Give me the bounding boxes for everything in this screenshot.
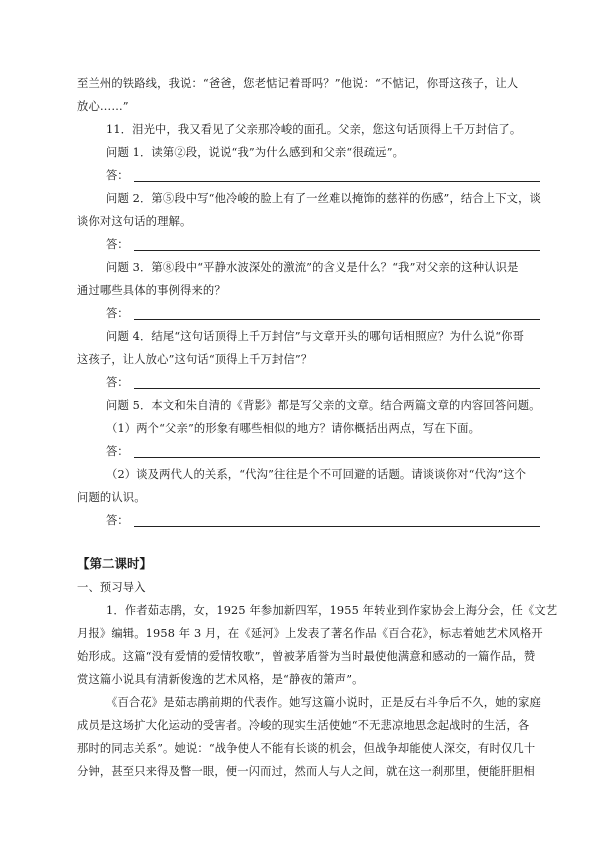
text-line: 分钟，甚至只来得及瞥一眼，便一闪而过，然而人与人之间，就在这一刹那里，便能肝胆相 — [77, 765, 535, 778]
text-line: 那时的同志关系”。她说：“战争使人不能有长谈的机会，但战争却能使人深交，有时仅几十 — [77, 742, 536, 755]
question-5-part-2-cont: 问题的认识。 — [77, 491, 146, 504]
text-line: 《百合花》是茹志鹃前期的代表作。她写这篇小说时，正是反右斗争后不久，她的家庭 — [106, 696, 541, 709]
answer-label: 答： — [106, 169, 129, 182]
text-line: 月报》编辑。1958 年 3 月，在《延河》上发表了著名作品《百合花》，标志着她艺术风格开 — [77, 627, 543, 640]
text-line: 放心……” — [77, 100, 129, 113]
text-line: 11．泪光中，我又看见了父亲那冷峻的面孔。父亲，您这句话顶得上千万封信了。 — [106, 123, 522, 136]
text-line: 1．作者茹志鹃，女，1925 年参加新四军，1955 年转业到作家协会上海分会，任《文艺 — [106, 604, 558, 617]
answer-rule — [134, 319, 540, 320]
section-title: 【第二课时】 — [77, 556, 153, 571]
question-3: 问题 3．第⑧段中“平静水波深处的激流”的含义是什么？“我”对父亲的这种认识是 — [106, 261, 519, 274]
text-line: 成员是这场扩大化运动的受害者。冷峻的现实生活使她“不无悲凉地思念起战时的生活，各 — [77, 719, 530, 732]
text-line: 至兰州的铁路线，我说：“爸爸，您老惦记着哥吗？”他说：“不惦记，你哥这孩子，让人 — [77, 77, 519, 90]
answer-label: 答： — [106, 376, 129, 389]
answer-label: 答： — [106, 307, 129, 320]
answer-label: 答： — [106, 238, 129, 251]
question-2: 问题 2．第⑤段中写“他冷峻的脸上有了一丝难以掩饰的慈祥的伤感”，结合上下文，谈 — [106, 192, 542, 205]
answer-line — [106, 513, 129, 529]
text-line: 始形成。这篇“没有爱情的爱情牧歌”，曾被茅盾誉为当时最使他满意和感动的一篇作品，赞 — [77, 650, 536, 663]
question-5-part-2: （2）谈及两代人的关系，“代沟”往往是个不可回避的话题。请谈谈你对“代沟”这个 — [106, 468, 527, 481]
question-5: 问题 5．本文和朱自清的《背影》都是写父亲的文章。结合两篇文章的内容回答问题。 — [106, 399, 541, 412]
answer-rule — [134, 181, 540, 182]
question-3-cont: 通过哪些具体的事例得来的？ — [77, 284, 226, 297]
answer-line — [106, 375, 129, 391]
question-5-part-1: （1）两个“父亲”的形象有哪些相似的地方？请你概括出两点，写在下面。 — [106, 422, 481, 435]
answer-line — [106, 306, 129, 322]
preview-title: 一、预习导入 — [77, 581, 146, 594]
answer-label: 答： — [106, 445, 129, 458]
question-2-cont: 谈你对这句话的理解。 — [77, 215, 192, 228]
answer-rule — [134, 250, 540, 251]
answer-rule — [134, 388, 540, 389]
question-4: 问题 4．结尾“这句话顶得上千万封信”与文章开头的哪句话相照应？为什么说“你哥 — [106, 330, 525, 343]
answer-rule — [134, 526, 540, 527]
answer-label: 答： — [106, 514, 129, 527]
answer-line — [106, 444, 129, 460]
answer-rule — [134, 457, 540, 458]
question-4-cont: 这孩子，让人放心”这句话“顶得上千万封信”？ — [77, 353, 313, 366]
answer-line — [106, 237, 129, 253]
text-line: 赏这篇小说具有清新俊逸的艺术风格，是“静夜的箫声”。 — [77, 673, 364, 686]
question-1: 问题 1．读第②段，说说“我”为什么感到和父亲“很疏远”。 — [106, 146, 405, 159]
answer-line — [106, 168, 129, 184]
